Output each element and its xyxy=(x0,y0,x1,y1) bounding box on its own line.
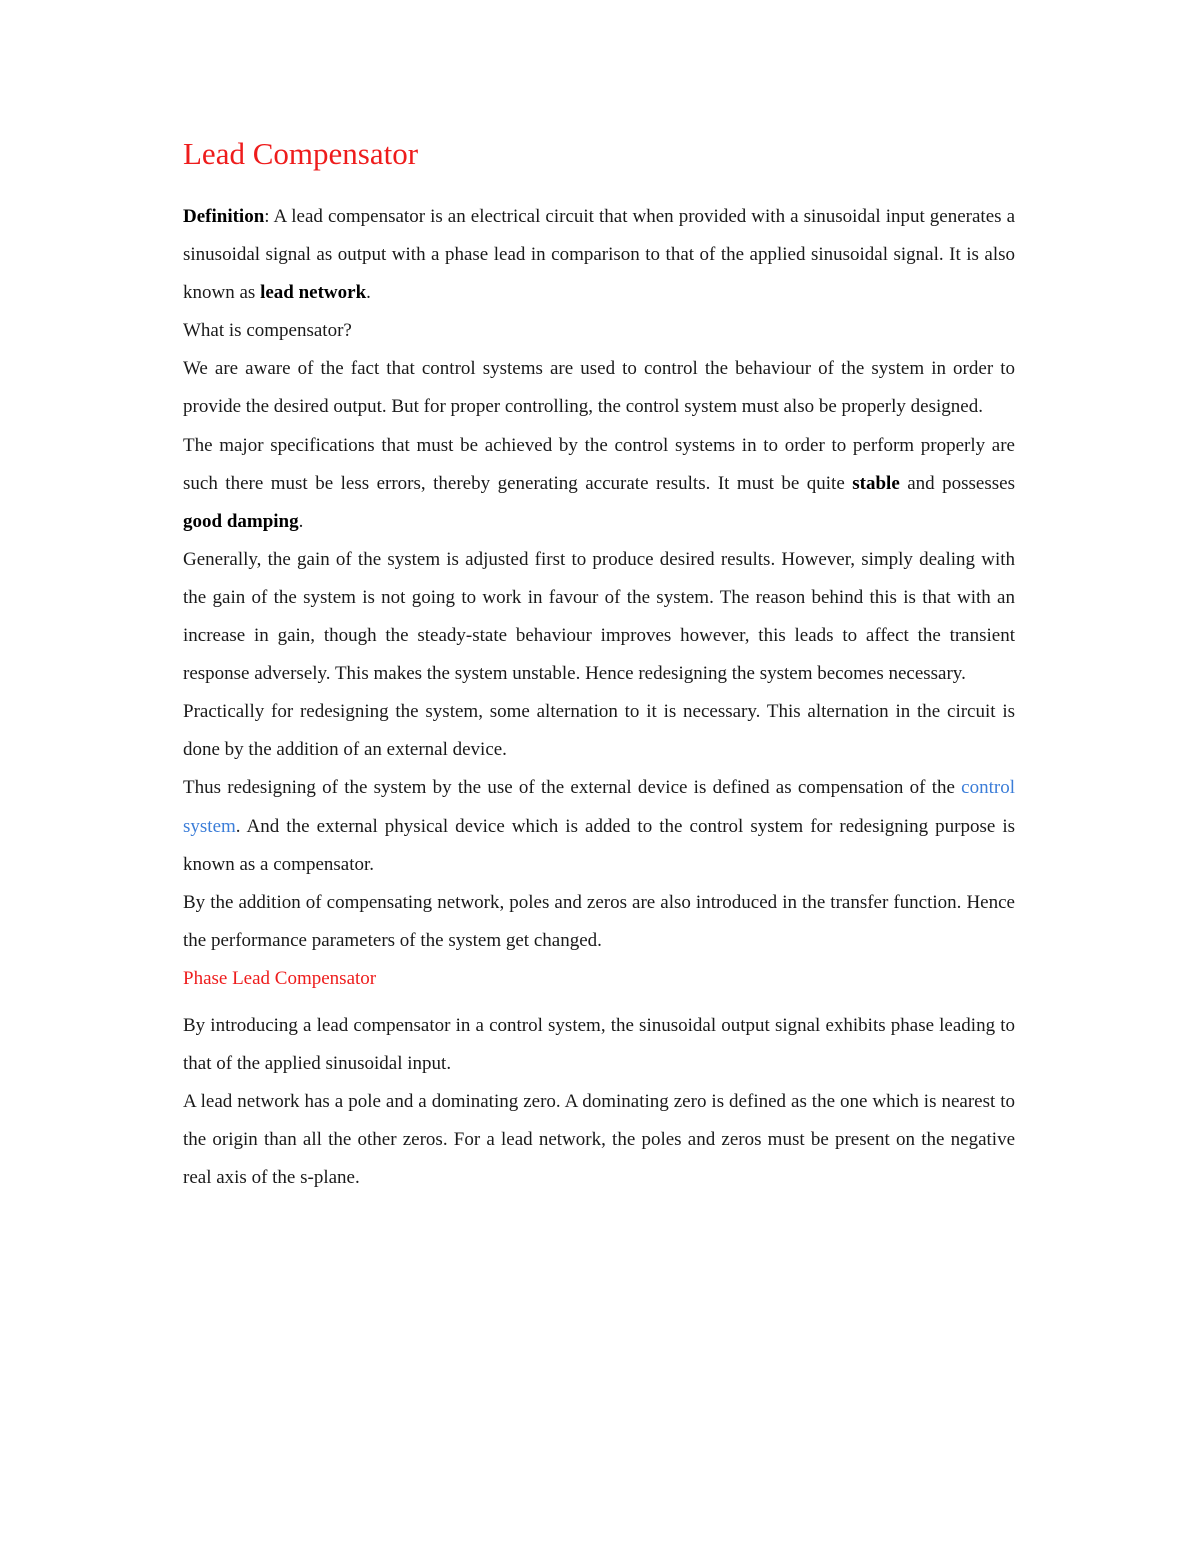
definition-end: . xyxy=(366,282,371,304)
good-damping-term: good damping xyxy=(183,510,299,532)
thus-text-1: Thus redesigning of the system by the use of the external device is defined as compensation of the xyxy=(183,777,962,799)
lead-network-term: lead network xyxy=(260,282,367,304)
stable-term: stable xyxy=(852,472,900,494)
definition-text: : A lead compensator is an electrical circuit that when provided with a sinusoidal input generates a sinusoidal signal as output with a phase lead in comparison to that of the applied sinusoidal signal. It is also known as xyxy=(183,206,1015,304)
specs-text-2: and possesses xyxy=(899,472,1015,494)
phase-lead-subheading: Phase Lead Compensator xyxy=(183,967,377,989)
lead-network-paragraph: A lead network has a pole and a dominating zero. A dominating zero is defined as the one which is nearest to the origin than all the other zeros. For a lead network, the poles and zeros must be present on the negative real axis of the s-plane. xyxy=(183,1091,1015,1189)
specs-text-3: . xyxy=(298,510,304,532)
thus-paragraph xyxy=(183,769,1015,883)
specs-text-1: The major specifications that must be achieved by the control systems in to order to perform properly are such there must be less errors, thereby generating accurate results. It must be quite xyxy=(183,434,1015,494)
document-page xyxy=(183,132,1015,1197)
specifications-paragraph xyxy=(183,427,1015,541)
control-system-link[interactable]: control system xyxy=(183,777,1015,837)
practically-paragraph: Practically for redesigning the system, some alternation to it is necessary. This alternation in the circuit is done by the addition of an external device. xyxy=(183,701,1015,761)
definition-paragraph xyxy=(183,198,1015,312)
question-line: What is compensator? xyxy=(183,320,352,342)
document-body xyxy=(183,198,1015,1197)
addition-paragraph: By the addition of compensating network, poles and zeros are also introduced in the transfer function. Hence the performance parameters of the system get changed. xyxy=(183,891,1015,951)
definition-label: Definition xyxy=(183,206,265,227)
gain-paragraph: Generally, the gain of the system is adjusted first to produce desired results. However, simply dealing with the gain of the system is not going to work in favour of the system. The reason behind this is that with an increase in gain, though the steady-state behaviour improves however, this leads to affect the transient response adversely. This makes the system unstable. Hence redesigning the system becomes necessary. xyxy=(183,548,1015,685)
aware-paragraph: We are aware of the fact that control systems are used to control the behaviour of the system in order to provide the desired output. But for proper controlling, the control system must also be properly designed. xyxy=(183,358,1015,418)
page-title: Lead Compensator xyxy=(183,136,419,171)
thus-text-2: . And the external physical device which is added to the control system for redesigning purpose is known as a compensator. xyxy=(183,815,1015,875)
introducing-paragraph: By introducing a lead compensator in a control system, the sinusoidal output signal exhibits phase leading to that of the applied sinusoidal input. xyxy=(183,1014,1015,1074)
